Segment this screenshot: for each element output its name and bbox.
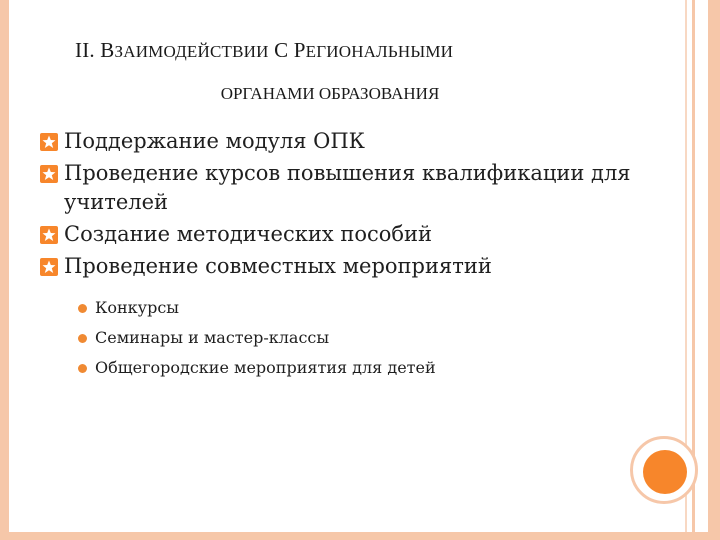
sub-bullet-item <box>78 358 638 378</box>
bullet-item <box>40 159 660 217</box>
title-word1-initial: В <box>100 38 115 62</box>
bullet-item <box>40 127 660 156</box>
frame-bottom-bar <box>0 532 720 540</box>
orange-square-star-icon <box>40 226 58 244</box>
bullet-text: Проведение совместных мероприятий <box>64 254 492 278</box>
title-word1-rest: ЗАИМОДЕЙСТВИИ <box>114 42 269 61</box>
bullet-text: Создание методических пособий <box>64 222 433 246</box>
slide-title-line1 <box>75 38 675 63</box>
bullet-text: Проведение курсов повышения квалификации для учителей <box>64 161 631 214</box>
orange-square-star-icon <box>40 165 58 183</box>
bullet-list <box>40 127 660 284</box>
sub-bullet-item <box>78 298 638 318</box>
slide-title-line2: ОРГАНАМИ ОБРАЗОВАНИЯ <box>220 84 440 103</box>
title-word3-rest: ЕГИОНАЛЬНЫМИ <box>305 42 454 61</box>
sub-bullet-text: Общегородские мероприятия для детей <box>95 358 436 377</box>
sub-bullet-item <box>78 328 638 348</box>
frame-left-bar <box>0 0 9 540</box>
title-word2: С <box>274 38 289 62</box>
orange-dot-icon <box>78 304 87 313</box>
orange-dot-icon <box>78 334 87 343</box>
sub-bullet-list <box>78 298 638 388</box>
decor-circle-fill <box>643 450 687 494</box>
bullet-text: Поддержание модуля ОПК <box>64 129 365 153</box>
sub-bullet-text: Семинары и мастер-классы <box>95 328 330 347</box>
title-word3-initial: Р <box>293 38 306 62</box>
bullet-item <box>40 220 660 249</box>
orange-square-star-icon <box>40 258 58 276</box>
orange-dot-icon <box>78 364 87 373</box>
orange-square-star-icon <box>40 133 58 151</box>
title-roman: II. <box>75 38 95 62</box>
bullet-item <box>40 252 660 281</box>
sub-bullet-text: Конкурсы <box>95 298 180 317</box>
frame-right-bar <box>708 0 720 540</box>
